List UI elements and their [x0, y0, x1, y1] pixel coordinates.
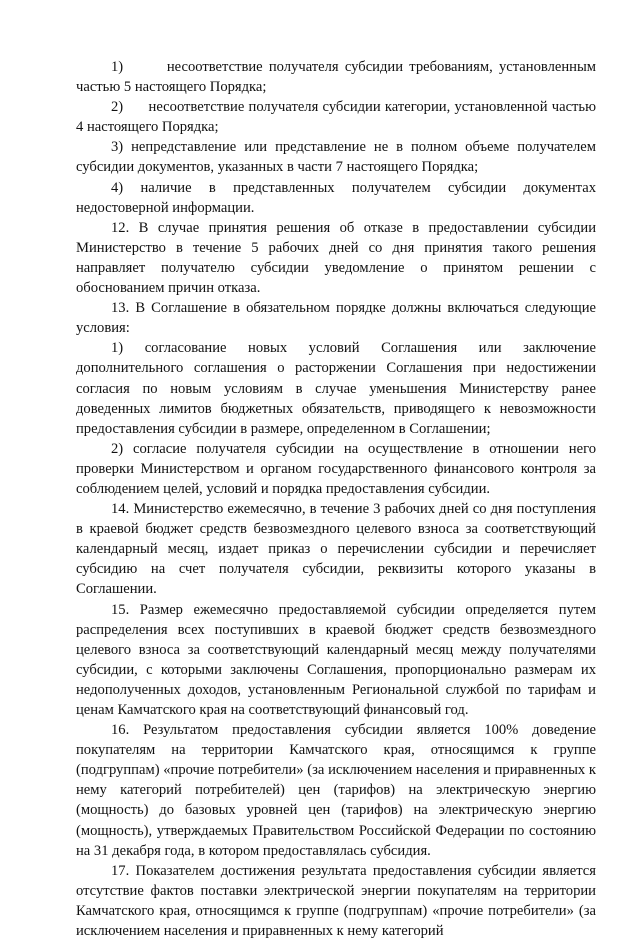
paragraph-12: 12. В случае принятия решения об отказе в предоставлении субсидии Министерство в течение 5 рабочих дней со дня принятия такого решения направляет получателю субсидии уведомление о принятом решении с обоснованием причин отказа. [76, 219, 596, 297]
paragraph-15: 15. Размер ежемесячно предоставляемой субсидии определяется путем распределения всех поступивших в краевой бюджет средств безвозмездного целевого взноса за соответствующий календарный месяц между получателями субсидии, с которыми заключены Соглашения, пропорционально размерам их недополученных доходов, установленным Региональной службой по тарифам и ценам Камчатского края на соответствующий финансовый год. [76, 601, 596, 718]
paragraph-13-item-1: 1) согласование новых условий Соглашения или заключение дополнительного соглашения о расторжении Соглашения при недостижении согласия по новым условиям в случае уменьшения Министерству ранее доведенных лимитов бюджетных обязательств, приводящего к невозможности предоставления субсидии в размере, определенном в Соглашении; [76, 340, 596, 437]
list-item-1: 1) несоответствие получателя субсидии требованиям, установленным частью 5 настоящего Порядка; [76, 59, 596, 96]
paragraph-13: 13. В Соглашение в обязательном порядке должны включаться следующие условия: [76, 300, 596, 337]
list-item-3: 3) непредставление или представление не в полном объеме получателем субсидии документов, указанных в части 7 настоящего Порядка; [76, 139, 596, 176]
list-item-4: 4) наличие в представленных получателем субсидии документах недостоверной информации. [76, 179, 596, 216]
paragraph-13-item-2: 2) согласие получателя субсидии на осуществление в отношении него проверки Министерством и органом государственного финансового контроля за соблюдением целей, условий и порядка предоставления субсидии. [76, 440, 596, 497]
paragraph-16: 16. Результатом предоставления субсидии является 100% доведение покупателям на территории Камчатского края, относящимся к группе (подгруппам) «прочие потребители» (за исключением населения и приравненных к нему категорий потребителей) цен (тарифов) на электрическую энергию (мощность) до базовых уровней цен (тарифов) на электрическую энергию (мощность), утверждаемых Правительством Российской Федерации по состоянию на 31 декабря года, в котором предоставлялась субсидия. [76, 722, 596, 859]
paragraph-17: 17. Показателем достижения результата предоставления субсидии является отсутствие фактов поставки электрической энергии покупателям на территории Камчатского края, относящимся к группе (подгруппам) «прочие потребители» (за исключением населения и приравненных к нему категорий [76, 862, 596, 940]
list-item-2: 2) несоответствие получателя субсидии категории, установленной частью 4 настоящего Порядка; [76, 99, 596, 136]
paragraph-14: 14. Министерство ежемесячно, в течение 3 рабочих дней со дня поступления в краевой бюджет средств безвозмездного целевого взноса за соответствующий календарный месяц, издает приказ о перечислении субсидии и перечисляет субсидию на счет получателя субсидии, реквизиты которого указаны в Соглашении. [76, 501, 596, 598]
